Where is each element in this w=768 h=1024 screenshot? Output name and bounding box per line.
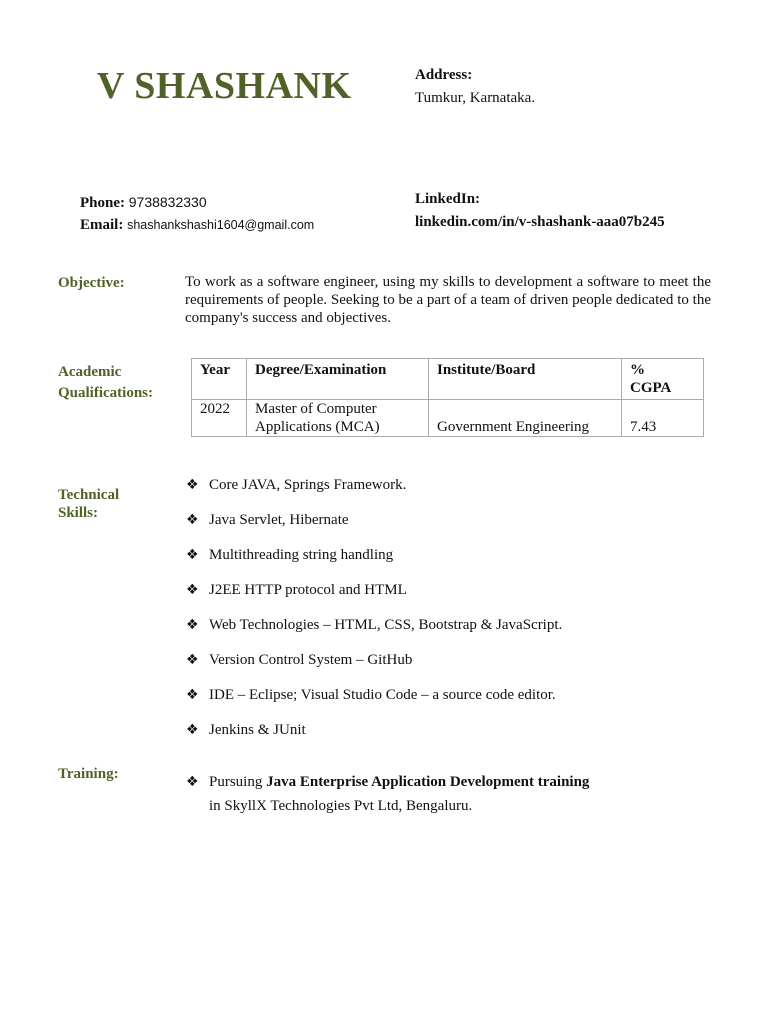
- skills-heading: [58, 486, 119, 522]
- list-item: [186, 581, 706, 616]
- training-heading: Training:: [58, 766, 119, 782]
- list-item: [186, 476, 706, 511]
- list-item: [186, 651, 706, 686]
- address-label: Address:: [415, 67, 473, 83]
- linkedin-value: linkedin.com/in/v-shashank-aaa07b245: [415, 214, 665, 230]
- objective-heading: Objective:: [58, 275, 125, 291]
- skill-text: Multithreading string handling: [209, 547, 394, 563]
- list-item: [186, 616, 706, 651]
- training-prefix: Pursuing: [209, 774, 267, 790]
- diamond-bullet-icon: ❖: [186, 477, 199, 493]
- linkedin-label: LinkedIn:: [415, 191, 481, 207]
- cell-cgpa: 7.43: [622, 400, 704, 437]
- header-cgpa-line2: CGPA: [630, 380, 672, 396]
- list-item: [186, 686, 706, 721]
- list-item: [186, 511, 706, 546]
- diamond-bullet-icon: ❖: [186, 774, 199, 790]
- email-value: shashankshashi1604@gmail.com: [127, 218, 315, 232]
- address-value: Tumkur, Karnataka.: [415, 90, 536, 106]
- skills-list: [186, 476, 706, 756]
- skill-text: Version Control System – GitHub: [209, 652, 413, 668]
- phone-value: 9738832330: [128, 194, 207, 210]
- phone-label: Phone:: [80, 195, 125, 211]
- qualifications-table: [191, 358, 704, 437]
- header-degree: Degree/Examination: [247, 359, 429, 400]
- diamond-bullet-icon: ❖: [186, 652, 199, 668]
- header-year: Year: [192, 359, 247, 400]
- training-list: [186, 773, 706, 815]
- list-item: [186, 546, 706, 581]
- phone-line: [80, 194, 207, 212]
- diamond-bullet-icon: ❖: [186, 512, 199, 528]
- skill-text: IDE – Eclipse; Visual Studio Code – a source code editor.: [209, 687, 556, 703]
- training-program: Java Enterprise Application Development training: [266, 774, 590, 790]
- skill-text: Java Servlet, Hibernate: [209, 512, 349, 528]
- academic-heading-line2: Qualifications:: [58, 385, 154, 401]
- header-institute: Institute/Board: [429, 359, 622, 400]
- list-item: [186, 721, 706, 756]
- skill-text: Web Technologies – HTML, CSS, Bootstrap & JavaScript.: [209, 617, 563, 633]
- table-header-row: [192, 359, 704, 400]
- academic-heading: [58, 362, 153, 404]
- skill-text: Core JAVA, Springs Framework.: [209, 477, 407, 493]
- cell-degree-line2: Applications (MCA): [255, 419, 380, 435]
- diamond-bullet-icon: ❖: [186, 547, 199, 563]
- skill-text: J2EE HTTP protocol and HTML: [209, 582, 407, 598]
- training-location: in SkyllX Technologies Pvt Ltd, Bengaluru.: [209, 798, 473, 814]
- diamond-bullet-icon: ❖: [186, 722, 199, 738]
- email-label: Email:: [80, 217, 124, 233]
- objective-text: To work as a software engineer, using my skills to development a software to meet the requirements of people. Seeking to be a part of a team of driven people dedicated to the company's success and objectives.: [185, 274, 711, 326]
- skills-heading-line1: Technical: [58, 487, 120, 503]
- cell-institute: Government Engineering: [429, 400, 622, 437]
- email-line: [80, 217, 314, 234]
- diamond-bullet-icon: ❖: [186, 617, 199, 633]
- candidate-name: V SHASHANK: [97, 65, 352, 107]
- list-item: [186, 773, 706, 815]
- skill-text: Jenkins & JUnit: [209, 722, 306, 738]
- diamond-bullet-icon: ❖: [186, 582, 199, 598]
- skills-heading-line2: Skills:: [58, 505, 99, 521]
- header-cgpa: [622, 359, 704, 400]
- academic-heading-line1: Academic: [58, 364, 122, 380]
- diamond-bullet-icon: ❖: [186, 687, 199, 703]
- cell-degree-line1: Master of Computer: [255, 401, 377, 417]
- cell-degree: [247, 400, 429, 437]
- table-row: [192, 400, 704, 437]
- header-cgpa-line1: %: [630, 362, 645, 378]
- cell-year: 2022: [192, 400, 247, 437]
